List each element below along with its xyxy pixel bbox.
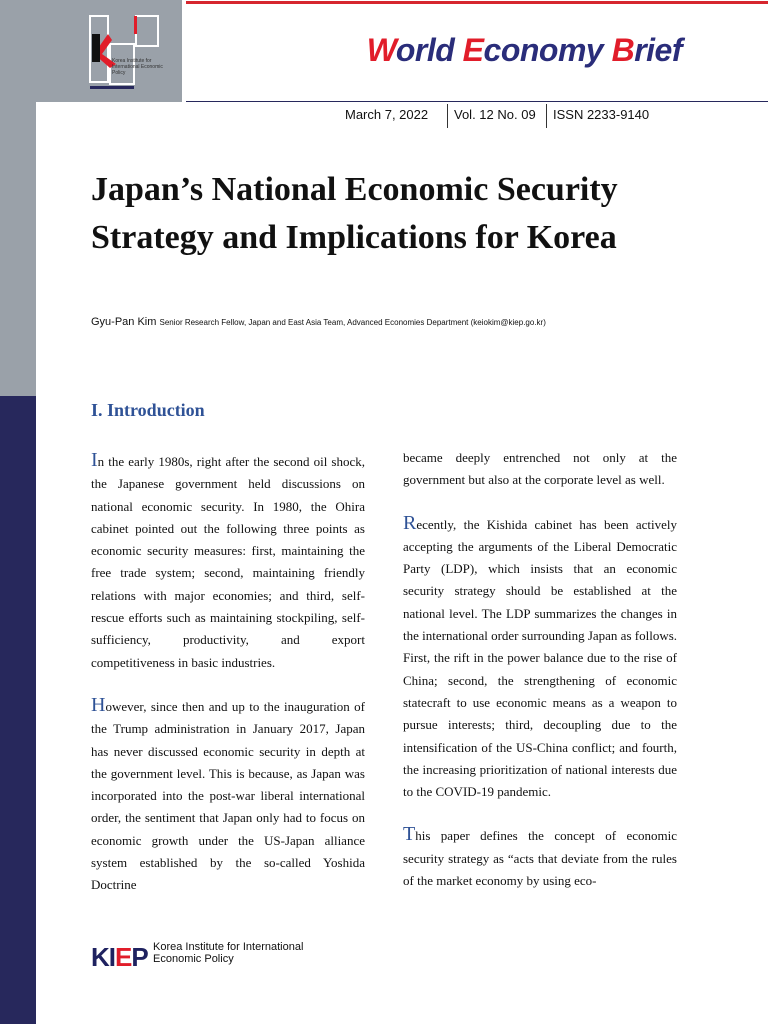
kiep-mark-icon: [88, 14, 160, 90]
footer-institute-name: Korea Institute for International Economic Policy: [153, 941, 304, 965]
header-rule: [186, 101, 768, 102]
drop-cap: H: [91, 693, 106, 716]
drop-cap: T: [403, 823, 416, 846]
body-column-right: [403, 445, 677, 912]
issn: ISSN 2233-9140: [553, 107, 650, 122]
paragraph: became deeply entrenched not only at the government but also at the corporate level as well.: [403, 450, 677, 488]
drop-cap: I: [91, 449, 98, 471]
section-heading: I. Introduction: [91, 400, 205, 420]
top-red-rule: [186, 1, 768, 4]
issue-volume: Vol. 12 No. 09: [454, 107, 536, 122]
logo-panel: [0, 0, 182, 102]
paragraph: However, since then and up to the inauguration of the Trump administration in January 2017, Japan has never discussed economic security in depth at the government level. This is because, as Japan was incorporated into the post-war liberal international order, the sentiment that Japan only had to focus on economic growth under the US-Japan alliance system established by the so-called Yoshida Doctrine: [91, 693, 365, 893]
kiep-logo-word: KIEP: [91, 942, 148, 972]
paragraph: This paper defines the concept of economic security strategy as “acts that deviate from the rules of the market economy by using eco-: [403, 823, 677, 889]
body-column-left: [91, 449, 365, 917]
issue-date: March 7, 2022: [345, 107, 429, 122]
drop-cap: R: [403, 511, 417, 534]
footer-logo: [91, 940, 331, 970]
author-name: Gyu-Pan Kim: [91, 316, 157, 328]
author-affiliation: Senior Research Fellow, Japan and East Asia Team, Advanced Economies Department (keiokim@kiep.go.kr): [159, 318, 546, 327]
meta-divider: [546, 104, 547, 128]
logo-caption: Korea Institute for International Economic Policy: [112, 58, 163, 76]
publication-title: World Economy Brief: [366, 32, 682, 68]
article-title: Japan’s National Economic Security Strategy and Implications for Korea: [91, 171, 618, 256]
paragraph: In the early 1980s, right after the second oil shock, the Japanese government held discussions on national economic security. In 1980, the Ohira cabinet pointed out the following three points as economic security measures: first, maintaining the free trade system; second, maintaining friendly relations with major economies; and third, self-rescue efforts such as maintaining stockpiling, self-sufficiency, productivity, and export competitiveness in basic industries.: [91, 449, 365, 670]
left-navy-band: [0, 396, 36, 1024]
meta-divider: [447, 104, 448, 128]
paragraph: Recently, the Kishida cabinet has been actively accepting the arguments of the Liberal Democratic Party (LDP), which insists that an economic security strategy should be established at the national level. The LDP summarizes the changes in the international order surrounding Japan as follows. First, the rift in the power balance due to the rise of China; second, the strengthening of economic statecraft to use economic means as a weapon to pursue interests; third, decoupling due to the intensification of the US-China conflict; and fourth, the increasing prioritization of national interests due to the COVID-19 pandemic.: [403, 511, 678, 800]
author-line: [91, 316, 546, 328]
